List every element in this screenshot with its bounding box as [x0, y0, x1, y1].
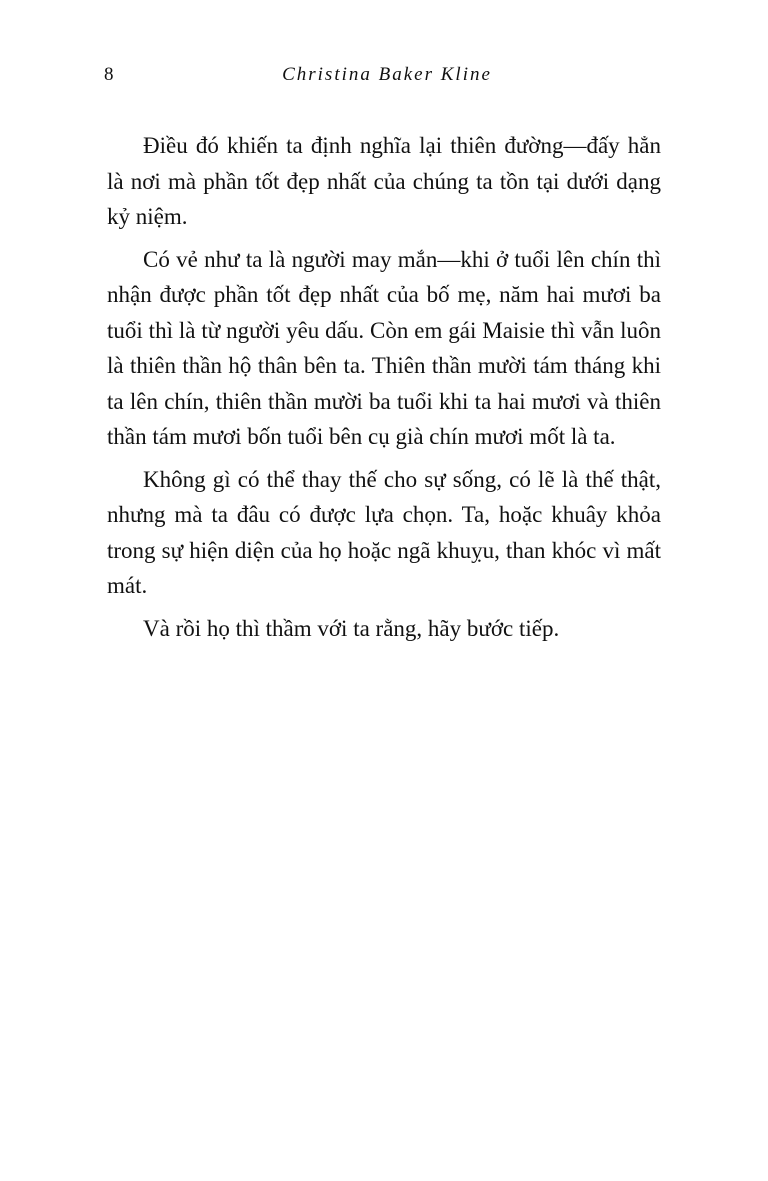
paragraph: Không gì có thể thay thế cho sự sống, có lẽ là thế thật, nhưng mà ta đâu có được lựa chọn. Ta, hoặc khuây khỏa trong sự hiện diện của họ hoặc ngã khuỵu, than khóc vì mất mát. [107, 466, 661, 598]
paragraph: Và rồi họ thì thầm với ta rằng, hãy bước tiếp. [143, 615, 560, 641]
running-head-author: Christina Baker Kline [282, 64, 492, 85]
page-number: 8 [104, 64, 114, 85]
paragraph: Điều đó khiến ta định nghĩa lại thiên đường—đấy hẳn là nơi mà phần tốt đẹp nhất của chúng ta tồn tại dưới dạng kỷ niệm. [107, 133, 661, 229]
paragraph: Có vẻ như ta là người may mắn—khi ở tuổi lên chín thì nhận được phần tốt đẹp nhất của bố mẹ, năm hai mươi ba tuổi thì là từ người yêu dấu. Còn em gái Maisie thì vẫn luôn là thiên thần hộ thân bên ta. Thiên thần mười tám tháng khi ta lên chín, thiên thần mười ba tuổi khi ta hai mươi và thiên thần tám mươi bốn tuổi bên cụ già chín mươi mốt là ta. [107, 246, 661, 449]
body-text [107, 128, 661, 653]
